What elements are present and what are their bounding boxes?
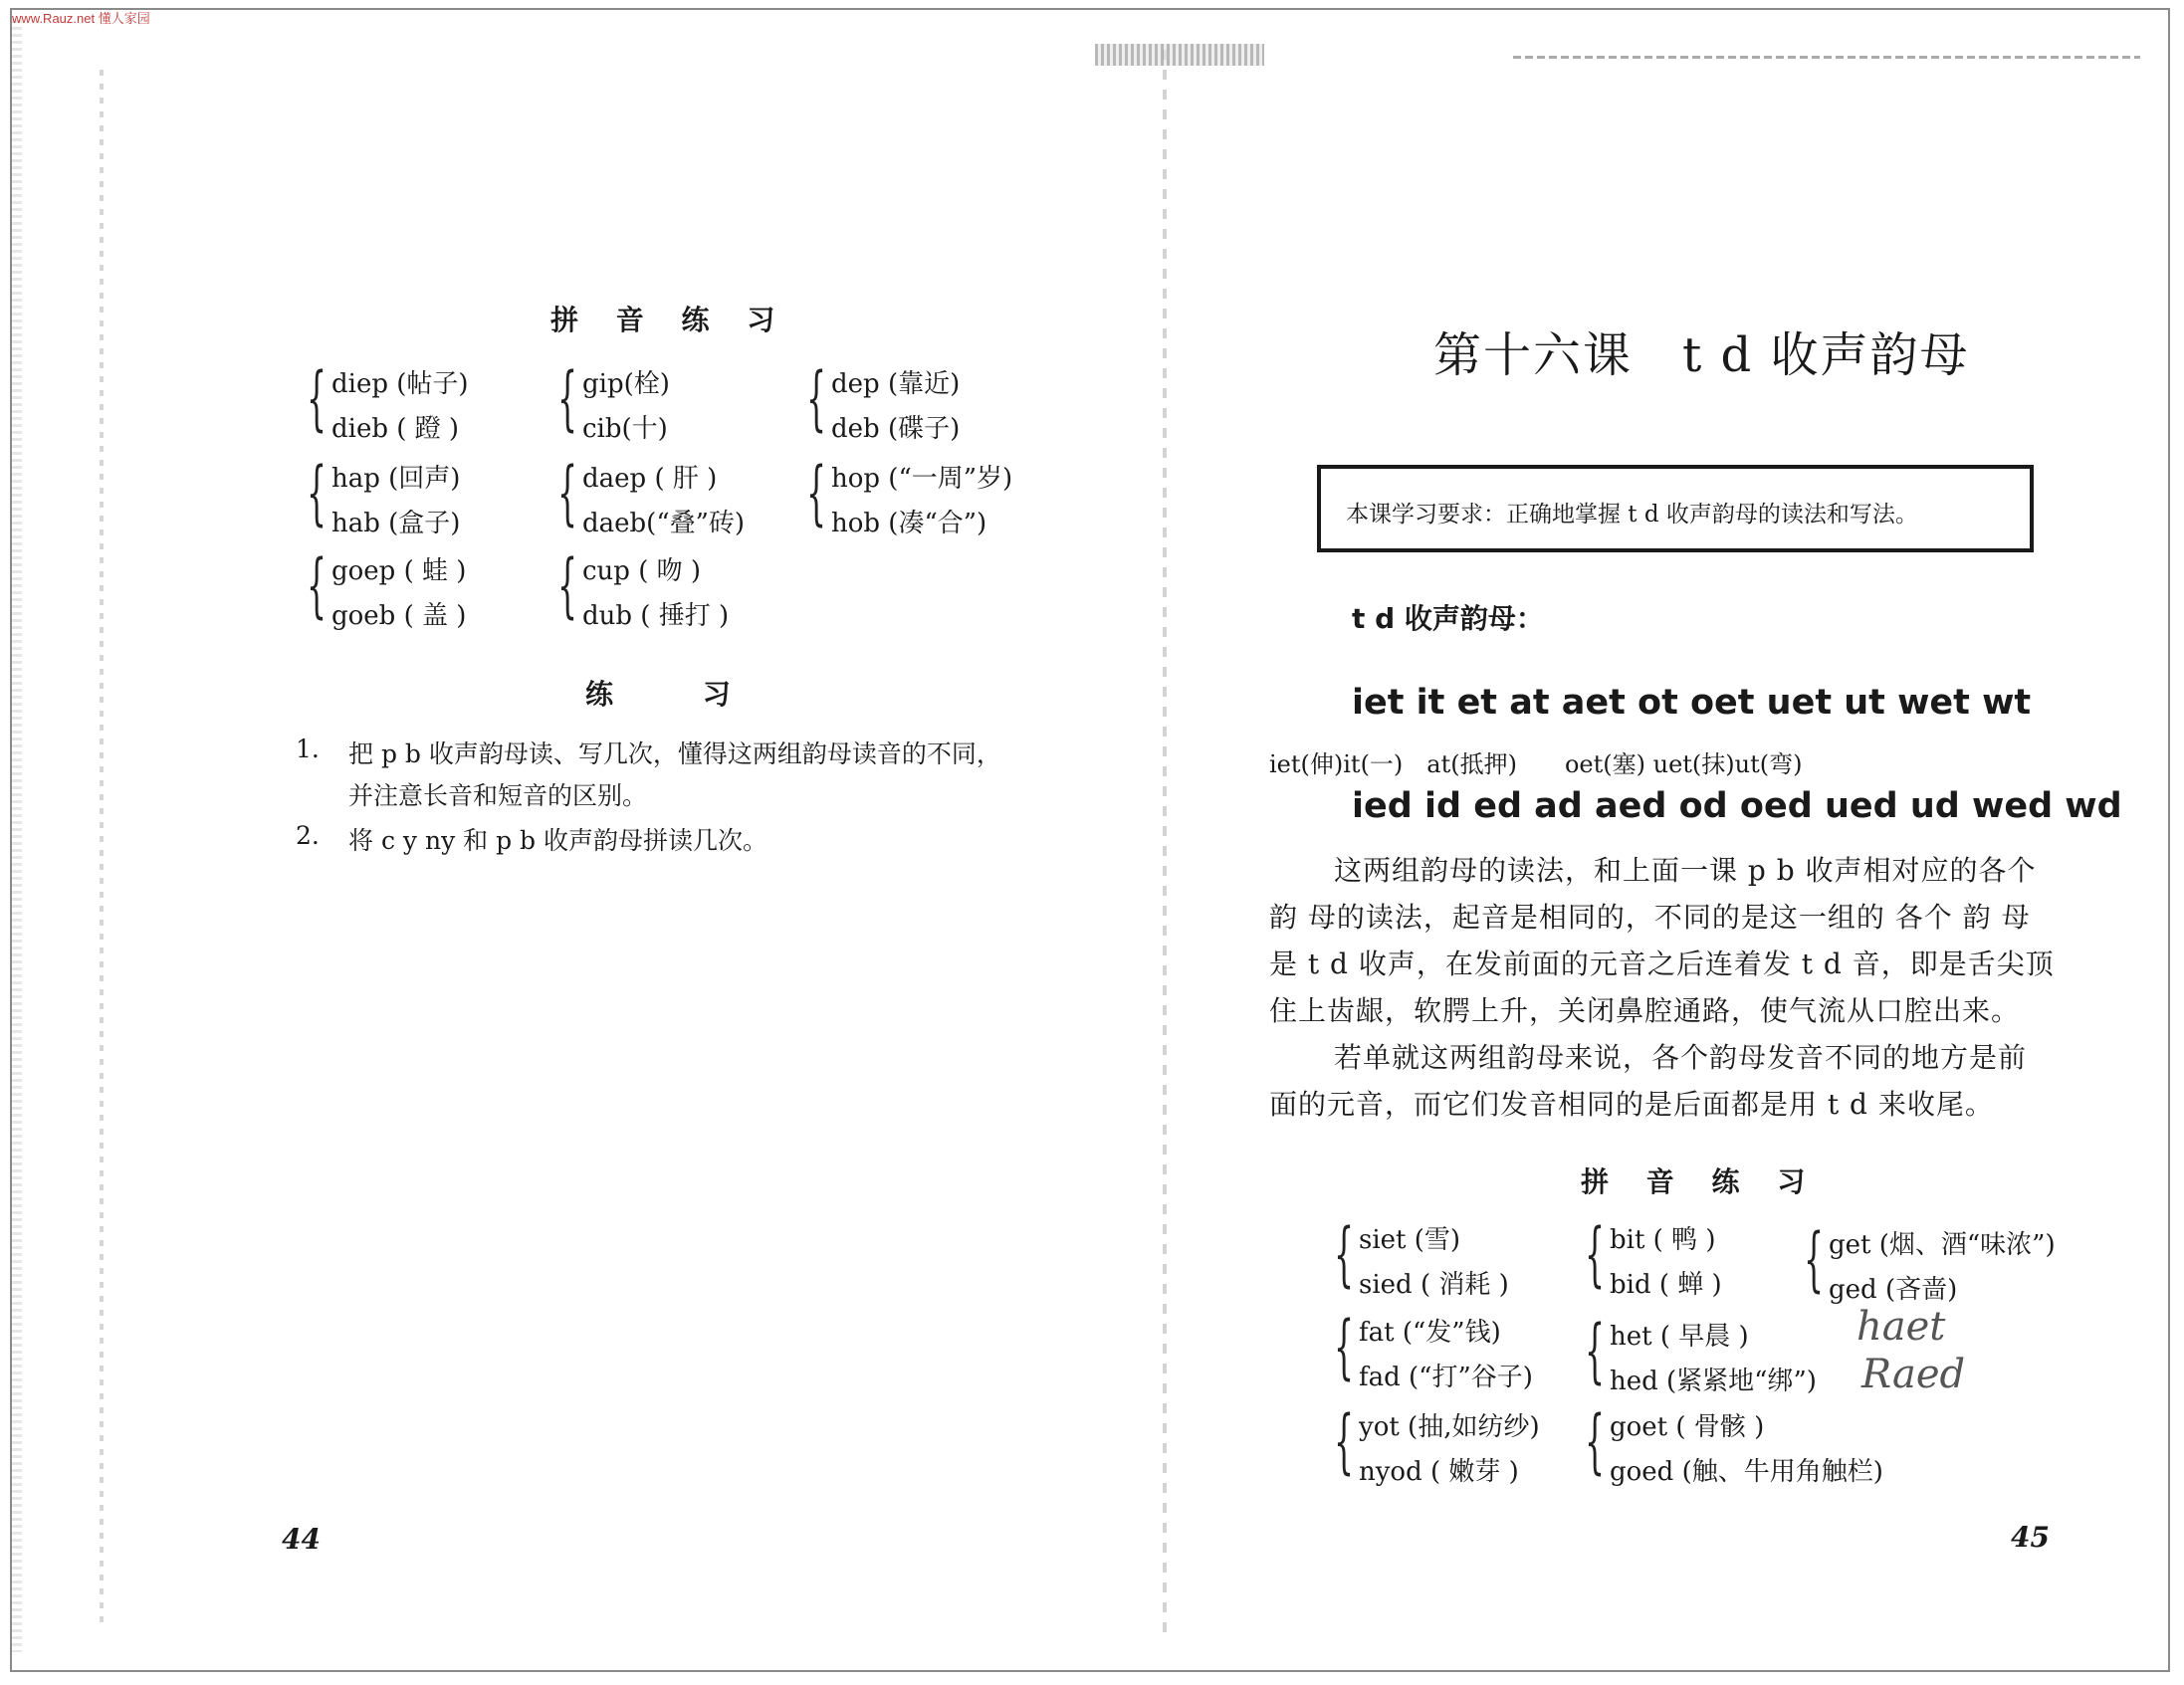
pair-a: goep ( 蛙 ): [331, 556, 467, 586]
scan-edge: [12, 20, 22, 1652]
pair-b: sied ( 消耗 ): [1359, 1270, 1509, 1300]
pair-a: get (烟、酒“味浓”): [1829, 1230, 2056, 1260]
pair-b: fad (“打”谷子): [1359, 1363, 1533, 1392]
paragraph-line: 是 t d 收声，在发前面的元音之后连着发 t d 音，即是舌尖顶: [1269, 948, 2055, 980]
finals-t-row: iet it et at aet ot oet uet ut wet wt: [1352, 683, 2032, 723]
paragraph-line: 这两组韵母的读法，和上面一课 p b 收声相对应的各个: [1334, 854, 2037, 887]
pair-a: yot (抽,如纺纱): [1359, 1412, 1540, 1442]
pair-a: cup ( 吻 ): [582, 556, 702, 586]
brace: {: [1804, 1218, 1825, 1300]
brace: {: [1334, 1213, 1355, 1295]
pair-b: hed (紧紧地“绑”): [1610, 1367, 1817, 1396]
pair-b: dieb ( 蹬 ): [331, 414, 460, 444]
pair-b: nyod ( 嫩芽 ): [1359, 1457, 1519, 1487]
paragraph-line: 若单就这两组韵母来说，各个韵母发音不同的地方是前: [1334, 1041, 2028, 1074]
paragraph-line: 面的元音，而它们发音相同的是后面都是用 t d 来收尾。: [1269, 1088, 1994, 1121]
pair-b: ged (吝啬): [1829, 1275, 1958, 1305]
brace: {: [557, 452, 578, 533]
brace: {: [1334, 1306, 1355, 1387]
pair-a: hop (“一周”岁): [831, 464, 1013, 494]
brace: {: [307, 544, 328, 626]
brace: {: [806, 452, 827, 533]
pair-a: gip(栓): [582, 369, 670, 399]
brace: {: [1585, 1400, 1606, 1482]
finals-d-row: ied id ed ad aed od oed ued ud wed wd: [1352, 786, 2122, 826]
pair-a: het ( 早晨 ): [1610, 1322, 1749, 1352]
page-number: 44: [282, 1523, 321, 1556]
pair-a: dep (靠近): [831, 369, 961, 399]
pair-a: daep ( 肝 ): [582, 464, 718, 494]
lesson-title: 第十六课 t d 收声韵母: [1433, 327, 1970, 383]
exercise-heading: 练 习: [585, 678, 770, 711]
paragraph-line: 韵 母的读法，起音是相同的，不同的是这一组的 各个 韵 母: [1269, 901, 2031, 934]
pair-b: goeb ( 盖 ): [331, 601, 467, 631]
exercise-number: 1.: [296, 735, 320, 763]
pair-a: bit ( 鸭 ): [1610, 1225, 1716, 1255]
gutter-smudge: [1095, 44, 1264, 66]
pair-a: diep (帖子): [331, 369, 469, 399]
brace: {: [557, 357, 578, 439]
pair-b: goed (触、牛用角触栏): [1610, 1457, 1883, 1487]
exercise-text: 将 c y ny 和 p b 收声韵母拼读几次。: [348, 826, 767, 855]
brace: {: [307, 452, 328, 533]
pair-a: goet ( 骨骸 ): [1610, 1412, 1765, 1442]
scan-edge-inner: [100, 70, 104, 1622]
brace: {: [1585, 1310, 1606, 1391]
practice-heading: 拼 音 练 习: [1581, 1165, 1820, 1198]
brace: {: [1585, 1213, 1606, 1295]
page-number: 45: [2011, 1521, 2050, 1554]
paragraph-line: 住上齿龈，软腭上升，关闭鼻腔通路，使气流从口腔出来。: [1269, 994, 2021, 1027]
pair-b: bid ( 蝉 ): [1610, 1270, 1722, 1300]
pair-a: hap (回声): [331, 464, 461, 494]
brace: {: [307, 357, 328, 439]
pair-b: dub ( 捶打 ): [582, 601, 730, 631]
top-rule: [1513, 56, 2140, 59]
requirement-text: 本课学习要求：正确地掌握 t d 收声韵母的读法和写法。: [1346, 502, 1918, 527]
handwritten-note: Raed: [1861, 1352, 1966, 1397]
pair-b: hob (凑“合”): [831, 509, 987, 538]
pair-a: fat (“发”钱): [1359, 1318, 1501, 1348]
practice-heading: 拼 音 练 习: [550, 304, 789, 336]
brace: {: [1334, 1400, 1355, 1482]
exercise-text: 并注意长音和短音的区别。: [348, 781, 648, 810]
pair-b: daeb(“叠”砖): [582, 509, 746, 538]
book-gutter: [1163, 50, 1167, 1642]
pair-a: siet (雪): [1359, 1225, 1461, 1255]
watermark: www.Rauz.net 懂人家园: [12, 11, 150, 26]
page-frame: [10, 8, 2170, 1672]
finals-examples: iet(伸)it(一) at(抵押) oet(塞) uet(抹)ut(弯): [1269, 750, 1803, 778]
brace: {: [806, 357, 827, 439]
handwritten-note: haet: [1856, 1304, 1946, 1350]
pair-b: cib(十): [582, 414, 668, 444]
exercise-number: 2.: [296, 821, 320, 850]
exercise-text: 把 p b 收声韵母读、写几次，懂得这两组韵母读音的不同，: [348, 739, 1001, 768]
pair-b: deb (碟子): [831, 414, 961, 444]
brace: {: [557, 544, 578, 626]
subheading: t d 收声韵母：: [1352, 602, 1544, 635]
pair-b: hab (盒子): [331, 509, 461, 538]
